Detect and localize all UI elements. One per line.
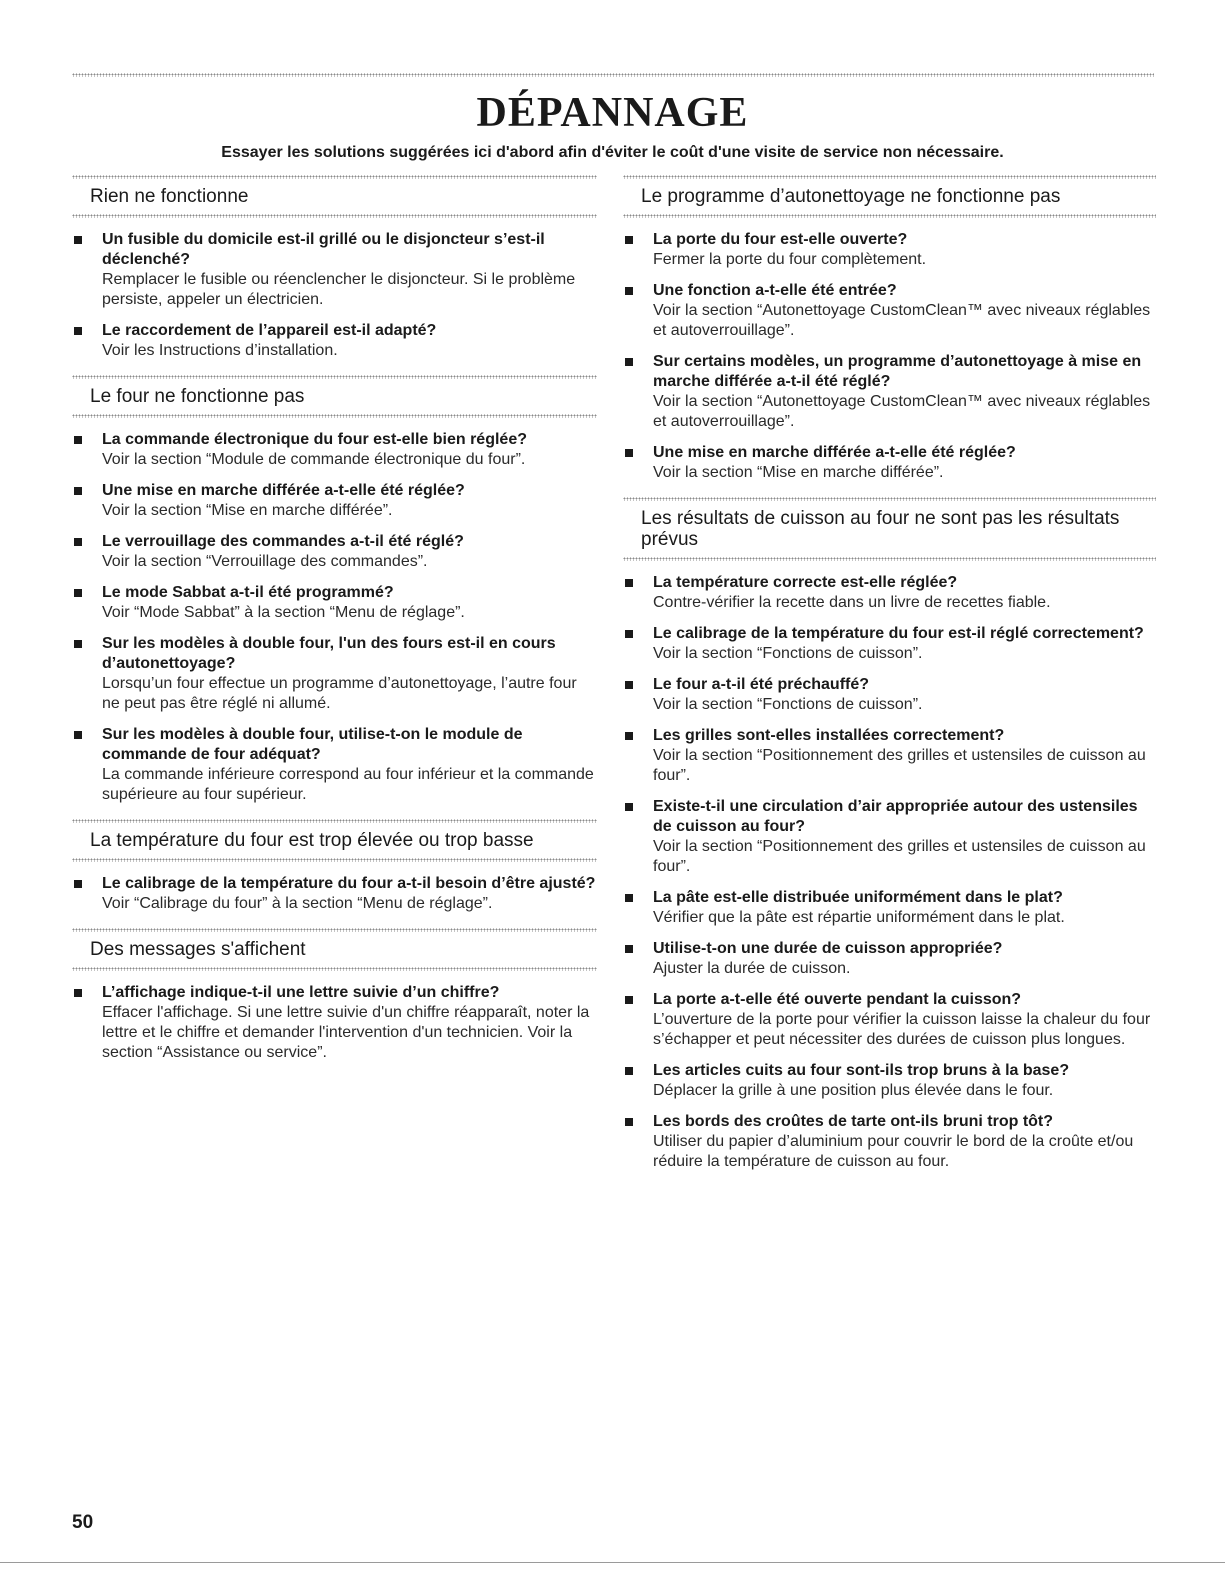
square-bullet-icon [625,1067,633,1075]
square-bullet-icon [74,589,82,597]
answer-text: L’ouverture de la porte pour vérifier la cuisson laisse la chaleur du four s’échapper et peut nécessiter des durées de cuisson plus longues. [653,1011,1151,1048]
list-item [72,532,597,572]
question-text: Sur les modèles à double four, utilise-t-on le module de commande de four adéquat? [102,726,523,763]
square-bullet-icon [625,803,633,811]
list-item [72,983,597,1063]
answer-text: Utiliser du papier d’aluminium pour couvrir le bord de la croûte et/ou réduire la température de cuisson au four. [653,1133,1134,1170]
list-item [623,990,1156,1050]
troubleshooting-section [623,497,1156,1172]
answer-text: Voir la section “Fonctions de cuisson”. [653,645,923,662]
section-heading: Les résultats de cuisson au four ne sont pas les résultats prévus [641,508,1120,550]
question-text: Les articles cuits au four sont-ils trop bruns à la base? [653,1062,1070,1079]
answer-text: Voir la section “Positionnement des grilles et ustensiles de cuisson au four”. [653,747,1146,784]
square-bullet-icon [625,894,633,902]
question-text: L’affichage indique-t-il une lettre suivie d’un chiffre? [102,984,500,1001]
answer-text: Voir la section “Verrouillage des commandes”. [102,553,428,570]
answer-text: Remplacer le fusible ou réenclencher le disjoncteur. Si le problème persiste, appeler un électricien. [102,271,576,308]
question-text: Le verrouillage des commandes a-t-il été réglé? [102,533,464,550]
section-heading: Le four ne fonctionne pas [90,386,305,407]
square-bullet-icon [625,449,633,457]
section-rule [72,967,597,971]
square-bullet-icon [74,236,82,244]
question-list [623,230,1156,483]
square-bullet-icon [625,630,633,638]
list-item [623,443,1156,483]
question-list [72,430,597,805]
list-item [72,583,597,623]
list-item [623,624,1156,664]
left-column [72,175,597,1077]
square-bullet-icon [74,487,82,495]
square-bullet-icon [74,880,82,888]
right-column [623,175,1156,1186]
section-rule [72,858,597,862]
list-item [623,726,1156,786]
question-text: Le mode Sabbat a-t-il été programmé? [102,584,394,601]
square-bullet-icon [74,436,82,444]
answer-text: Vérifier que la pâte est répartie uniformément dans le plat. [653,909,1065,926]
question-list [72,983,597,1063]
question-text: Utilise-t-on une durée de cuisson appropriée? [653,940,1003,957]
answer-text: Contre-vérifier la recette dans un livre de recettes fiable. [653,594,1051,611]
square-bullet-icon [625,579,633,587]
question-text: La pâte est-elle distribuée uniformément dans le plat? [653,889,1063,906]
section-heading: Des messages s'affichent [90,939,306,960]
answer-text: Voir la section “Mise en marche différée”. [653,464,944,481]
question-text: Un fusible du domicile est-il grillé ou le disjoncteur s’est-il déclenché? [102,231,545,268]
question-text: Une mise en marche différée a-t-elle été réglée? [102,482,465,499]
answer-text: Ajuster la durée de cuisson. [653,960,851,977]
answer-text: Voir “Mode Sabbat” à la section “Menu de réglage”. [102,604,465,621]
troubleshooting-section [72,928,597,1063]
square-bullet-icon [625,681,633,689]
question-text: Existe-t-il une circulation d’air appropriée autour des ustensiles de cuisson au four? [653,798,1138,835]
top-dotted-rule [72,73,1154,77]
square-bullet-icon [625,1118,633,1126]
square-bullet-icon [74,538,82,546]
answer-text: Lorsqu’un four effectue un programme d’autonettoyage, l’autre four ne peut pas être réglé ni allumé. [102,675,577,712]
question-text: Le calibrage de la température du four est-il réglé correctement? [653,625,1144,642]
section-rule [623,214,1156,218]
square-bullet-icon [625,732,633,740]
list-item [623,1061,1156,1101]
list-item [623,1112,1156,1172]
list-item [72,230,597,310]
list-item [72,634,597,714]
answer-text: Voir la section “Autonettoyage CustomClean™ avec niveaux réglables et autoverrouillage”. [653,393,1151,430]
list-item [623,888,1156,928]
list-item [623,939,1156,979]
section-heading: Rien ne fonctionne [90,186,249,207]
list-item [623,230,1156,270]
question-text: La température correcte est-elle réglée? [653,574,958,591]
question-text: Le raccordement de l’appareil est-il adapté? [102,322,437,339]
list-item [623,675,1156,715]
answer-text: Voir la section “Mise en marche différée”. [102,502,393,519]
list-item [72,430,597,470]
square-bullet-icon [74,640,82,648]
answer-text: Voir la section “Fonctions de cuisson”. [653,696,923,713]
list-item [72,725,597,805]
section-heading: La température du four est trop élevée ou trop basse [90,830,534,851]
page-number: 50 [72,1512,94,1533]
answer-text: Effacer l'affichage. Si une lettre suivie d'un chiffre réapparaît, noter la lettre et le chiffre et demander l'intervention d'un technicien. Voir la section “Assistance ou service”. [102,1004,590,1061]
question-list [72,230,597,361]
square-bullet-icon [74,989,82,997]
question-text: Les bords des croûtes de tarte ont-ils bruni trop tôt? [653,1113,1054,1130]
question-text: Le four a-t-il été préchauffé? [653,676,870,693]
answer-text: Voir la section “Module de commande électronique du four”. [102,451,526,468]
list-item [72,874,597,914]
troubleshooting-section [72,375,597,805]
question-text: Sur les modèles à double four, l'un des fours est-il en cours d’autonettoyage? [102,635,556,672]
question-text: La porte a-t-elle été ouverte pendant la cuisson? [653,991,1022,1008]
square-bullet-icon [625,287,633,295]
list-item [72,481,597,521]
answer-text: Fermer la porte du four complètement. [653,251,927,268]
answer-text: Voir la section “Positionnement des grilles et ustensiles de cuisson au four”. [653,838,1146,875]
section-rule [72,214,597,218]
list-item [623,797,1156,877]
list-item [623,352,1156,432]
question-text: La porte du four est-elle ouverte? [653,231,908,248]
troubleshooting-section [72,175,597,361]
page-subtitle: Essayer les solutions suggérées ici d'abord afin d'éviter le coût d'une visite de service non nécessaire. [221,144,1004,161]
list-item [623,281,1156,341]
question-text: La commande électronique du four est-elle bien réglée? [102,431,527,448]
question-list [623,573,1156,1172]
question-text: Sur certains modèles, un programme d’autonettoyage à mise en marche différée a-t-il été réglé? [653,353,1142,390]
question-text: Une mise en marche différée a-t-elle été réglée? [653,444,1016,461]
section-heading: Le programme d’autonettoyage ne fonctionne pas [641,186,1061,207]
square-bullet-icon [625,996,633,1004]
list-item [72,321,597,361]
section-rule [623,557,1156,561]
question-text: Les grilles sont-elles installées correctement? [653,727,1005,744]
troubleshooting-section [623,175,1156,483]
bottom-rule [0,1562,1225,1563]
question-text: Une fonction a-t-elle été entrée? [653,282,897,299]
answer-text: Voir la section “Autonettoyage CustomClean™ avec niveaux réglables et autoverrouillage”. [653,302,1151,339]
square-bullet-icon [625,236,633,244]
troubleshooting-section [72,819,597,914]
page-title: DÉPANNAGE [476,90,749,136]
answer-text: Voir les Instructions d’installation. [102,342,338,359]
answer-text: Déplacer la grille à une position plus élevée dans le four. [653,1082,1054,1099]
square-bullet-icon [74,731,82,739]
section-rule [72,414,597,418]
question-text: Le calibrage de la température du four a-t-il besoin d’être ajusté? [102,875,596,892]
square-bullet-icon [625,358,633,366]
answer-text: Voir “Calibrage du four” à la section “Menu de réglage”. [102,895,493,912]
square-bullet-icon [625,945,633,953]
question-list [72,874,597,914]
answer-text: La commande inférieure correspond au four inférieur et la commande supérieure au four supérieur. [102,766,594,803]
list-item [623,573,1156,613]
square-bullet-icon [74,327,82,335]
